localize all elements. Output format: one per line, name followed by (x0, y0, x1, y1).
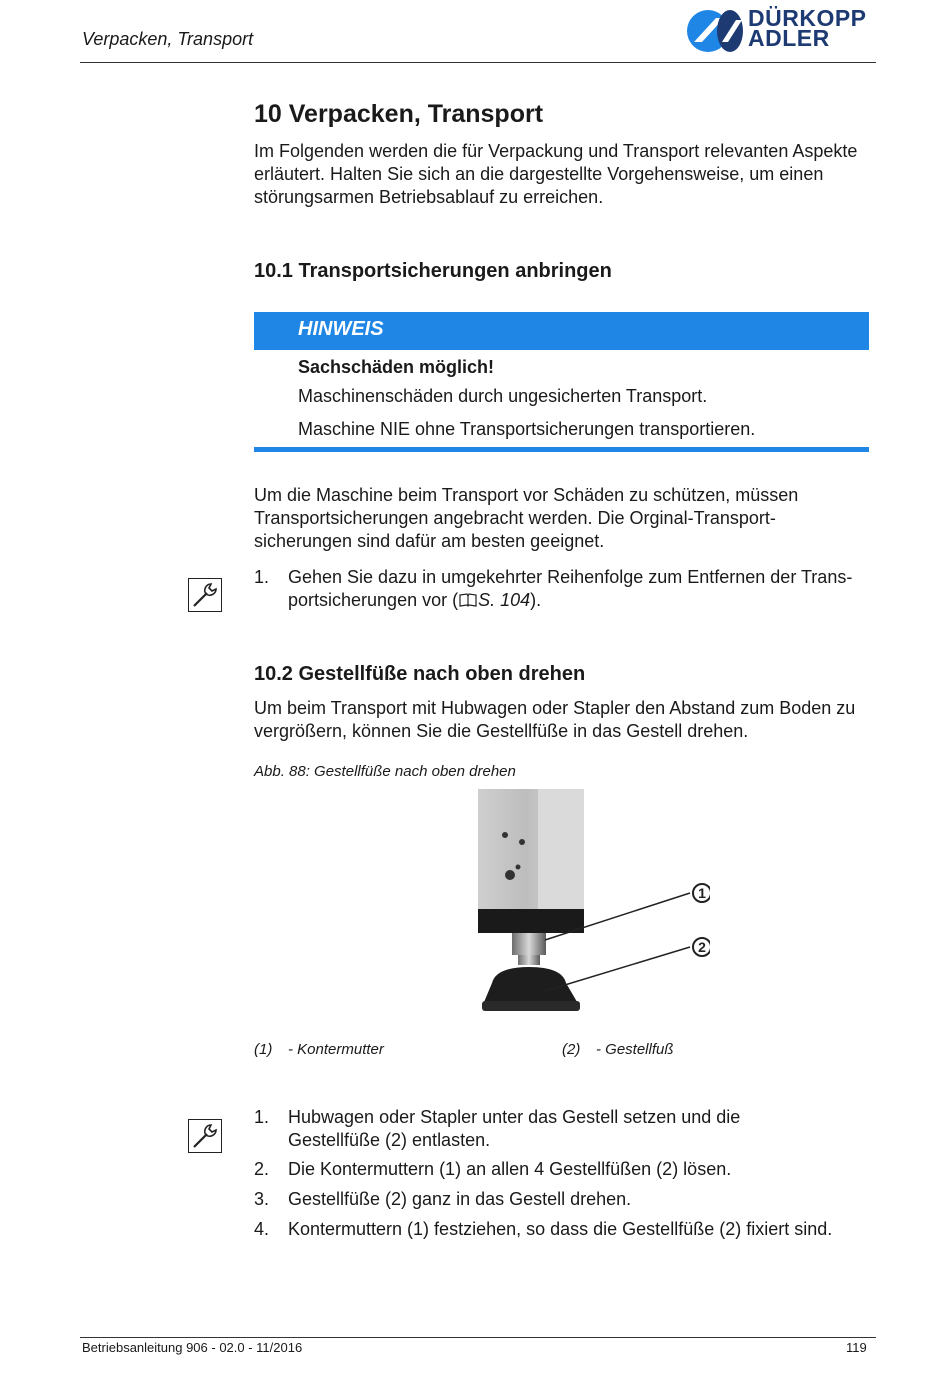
legend-1-number: (1) (254, 1041, 273, 1058)
list-item-number: 3. (254, 1189, 270, 1209)
footer-rule (80, 1337, 876, 1338)
callout-2: 2 (698, 939, 706, 955)
machine-foot-photo (410, 787, 710, 1019)
list-item-number: 1. (254, 1107, 270, 1127)
logo-mark-icon (686, 8, 744, 54)
list-item-number: 4. (254, 1219, 270, 1239)
logo-line-2: ADLER (748, 25, 830, 51)
step-text-line-2: portsicherungen vor ( S. 104). (288, 590, 542, 610)
list-item-number: 2. (254, 1159, 270, 1179)
legend-2-text: - Gestellfuß (596, 1041, 674, 1058)
header-rule (80, 62, 876, 63)
notice-bottom-rule (254, 447, 869, 452)
subsection-title-10-1: 10.1 Transportsicherungen anbringen (254, 260, 612, 282)
notice-heading: Sachschäden möglich! (298, 357, 495, 377)
legend-1-text: - Kontermutter (288, 1041, 384, 1058)
list-item-text: Gestellfüße (2) ganz in das Gestell drehen. (288, 1189, 632, 1209)
notice-banner (254, 312, 869, 350)
paragraph-transport-locks: Um die Maschine beim Transport vor Schäden zu schützen, müssen Transportsicherungen angebracht werden. Die Orginal-Transport-sicherungen sind dafür am besten geeignet. (254, 485, 799, 551)
step-number: 1. (254, 567, 270, 587)
footer-document-id: Betriebsanleitung 906 - 02.0 - 11/2016 (82, 1340, 303, 1355)
list-item-text: Hubwagen oder Stapler unter das Gestell setzen und die Gestellfüße (2) entlasten. (288, 1107, 741, 1150)
wrench-icon (188, 1119, 222, 1153)
company-logo (686, 6, 876, 56)
step-text-line-1: Gehen Sie dazu in umgekehrter Reihenfolge zum Entfernen der Trans- (288, 567, 853, 587)
figure-caption: Abb. 88: Gestellfüße nach oben drehen (254, 763, 516, 780)
callout-1: 1 (698, 885, 706, 901)
notice-line-1: Maschinenschäden durch ungesicherten Transport. (298, 386, 708, 406)
subsection-title-10-2: 10.2 Gestellfüße nach oben drehen (254, 663, 586, 685)
section-intro: Im Folgenden werden die für Verpackung und Transport relevanten Aspekte erläutert. Halten Sie sich an die dargestellte Vorgehensweise, um einen störungsarmen Betriebsablauf zu erreichen. (254, 141, 858, 207)
list-item-text: Die Kontermuttern (1) an allen 4 Gestellfüßen (2) lösen. (288, 1159, 732, 1179)
step-text (288, 566, 873, 612)
book-icon (458, 592, 478, 608)
section-title: 10 Verpacken, Transport (254, 100, 544, 128)
legend-2-number: (2) (562, 1041, 581, 1058)
logo-line-1: DÜRKOPP (748, 5, 867, 31)
paragraph-feet: Um beim Transport mit Hubwagen oder Stapler den Abstand zum Boden zu vergrößern, können Sie die Gestellfüße in das Gestell drehen. (254, 698, 856, 741)
page-reference-link[interactable]: S. 104 (478, 590, 531, 610)
page-number: 119 (846, 1340, 867, 1355)
notice-label: HINWEIS (298, 318, 384, 340)
notice-line-2: Maschine NIE ohne Transportsicherungen transportieren. (298, 419, 756, 439)
wrench-icon (188, 578, 222, 612)
running-header: Verpacken, Transport (82, 29, 254, 49)
list-item-text: Kontermuttern (1) festziehen, so dass die Gestellfüße (2) fixiert sind. (288, 1219, 833, 1239)
